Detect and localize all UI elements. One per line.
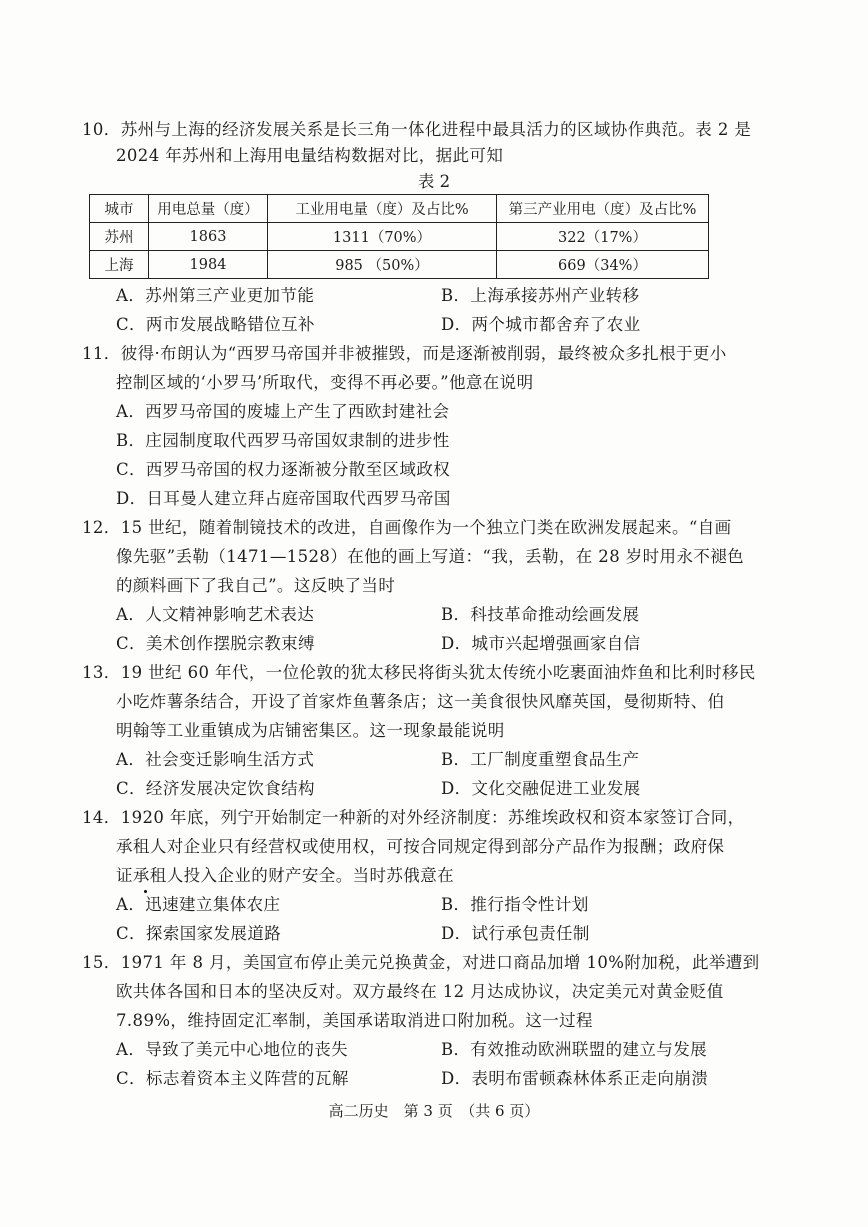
- q13-option-d: D．文化交融促进工业发展: [441, 779, 641, 798]
- table-header-cell: 工业用电量（度）及占比%: [268, 195, 497, 223]
- q13-stem-line2: 小吃炸薯条结合，开设了首家炸鱼薯条店；这一美食很快风靡英国，曼彻斯特、伯: [116, 692, 725, 711]
- q13-option-a: A．社会变迁影响生活方式: [116, 750, 315, 769]
- q11-option-a: A．西罗马帝国的废墟上产生了西欧封建社会: [116, 402, 450, 421]
- q14-stem-line2: 承租人对企业只有经营权或使用权，可按合同规定得到部分产品作为报酬；政府保: [116, 837, 725, 856]
- table-cell: 1863: [149, 223, 268, 251]
- q13-option-b: B．工厂制度重塑食品生产: [441, 750, 640, 769]
- table-cell: 1311（70%）: [268, 223, 497, 251]
- q15-stem-line2: 欧共体各国和日本的坚决反对。双方最终在 12 月达成协议，决定美元对黄金贬值: [116, 982, 724, 1001]
- q11-option-b: B．庄园制度取代西罗马帝国奴隶制的进步性: [116, 431, 450, 450]
- q15-option-b: B．有效推动欧洲联盟的建立与发展: [441, 1040, 708, 1059]
- q11-option-c: C．西罗马帝国的权力逐渐被分散至区域政权: [116, 460, 451, 479]
- q12-option-a: A．人文精神影响艺术表达: [116, 605, 315, 624]
- electricity-table: [89, 194, 709, 279]
- q14-stem-line1: 14．1920 年底，列宁开始制定一种新的对外经济制度：苏维埃政权和资本家签订合同，: [82, 808, 745, 827]
- q13-stem-line3: 明翰等工业重镇成为店铺密集区。这一现象最能说明: [116, 721, 505, 740]
- q13-option-c: C．经济发展决定饮食结构: [116, 779, 315, 798]
- table-cell: 苏州: [90, 223, 149, 251]
- q14-option-c: C．探索国家发展道路: [116, 924, 282, 943]
- q15-stem-line1: 15．1971 年 8 月，美国宣布停止美元兑换黄金，对进口商品加增 10%附加税，此举遭到: [82, 953, 760, 972]
- q14-option-a: A．迅速建立集体农庄: [116, 895, 281, 914]
- q12-stem-line3: 的颜料画下了我自己”。这反映了当时: [116, 576, 396, 595]
- table-cell: 322（17%）: [497, 223, 709, 251]
- q11-option-d: D．日耳曼人建立拜占庭帝国取代西罗马帝国: [116, 489, 451, 508]
- q10-option-a: A．苏州第三产业更加节能: [116, 286, 315, 305]
- q10-stem-line1: 10．苏州与上海的经济发展关系是长三角一体化进程中最具活力的区域协作典范。表 2 是: [82, 120, 752, 139]
- table-row: [90, 223, 709, 251]
- q10-option-d: D．两个城市都舍弃了农业: [441, 315, 641, 334]
- q14-stem-line3: 证承租人投入企业的财产安全。当时苏俄意在: [116, 866, 454, 885]
- table-caption: 表 2: [417, 172, 451, 191]
- q11-stem-line1: 11．彼得·布朗认为“西罗马帝国并非被摧毁，而是逐渐被削弱，最终被众多扎根于更小: [82, 344, 727, 363]
- q11-stem-line2: 控制区域的‘小罗马’所取代，变得不再必要。”他意在说明: [116, 373, 534, 392]
- q15-option-c: C．标志着资本主义阵营的瓦解: [116, 1069, 349, 1088]
- q15-option-d: D．表明布雷顿森林体系正走向崩溃: [441, 1069, 709, 1088]
- q13-stem-line1: 13．19 世纪 60 年代，一位伦敦的犹太移民将街头犹太传统小吃裹面油炸鱼和比利时移民: [82, 663, 756, 682]
- page-footer: 高二历史 第 3 页 （共 6 页）: [328, 1102, 540, 1120]
- table-header-cell: 城市: [90, 195, 149, 223]
- table-header-row: [90, 195, 709, 223]
- q15-option-a: A．导致了美元中心地位的丧失: [116, 1040, 349, 1059]
- table-cell: 669（34%）: [497, 251, 709, 279]
- q14-option-b: B．推行指令性计划: [441, 895, 589, 914]
- q12-stem-line2: 像先驱”丢勒（1471—1528）在他的画上写道：“我，丢勒，在 28 岁时用永不褪色: [116, 547, 745, 566]
- q12-stem-line1: 12．15 世纪，随着制镜技术的改进，自画像作为一个独立门类在欧洲发展起来。“自画: [82, 518, 732, 537]
- q10-option-b: B．上海承接苏州产业转移: [441, 286, 640, 305]
- q12-option-c: C．美术创作摆脱宗教束缚: [116, 634, 315, 653]
- table-cell: 上海: [90, 251, 149, 279]
- q12-option-d: D．城市兴起增强画家自信: [441, 634, 641, 653]
- q12-option-b: B．科技革命推动绘画发展: [441, 605, 640, 624]
- table-cell: 985 （50%）: [268, 251, 497, 279]
- table-cell: 1984: [149, 251, 268, 279]
- q15-stem-line3: 7.89%，维持固定汇率制，美国承诺取消进口附加税。这一过程: [116, 1011, 593, 1030]
- q10-option-c: C．两市发展战略错位互补: [116, 315, 315, 334]
- table-header-cell: 用电总量（度）: [149, 195, 268, 223]
- q10-stem-line2: 2024 年苏州和上海用电量结构数据对比，据此可知: [116, 146, 504, 165]
- q14-option-d: D．试行承包责任制: [441, 924, 590, 943]
- table-row: [90, 251, 709, 279]
- table-header-cell: 第三产业用电（度）及占比%: [497, 195, 709, 223]
